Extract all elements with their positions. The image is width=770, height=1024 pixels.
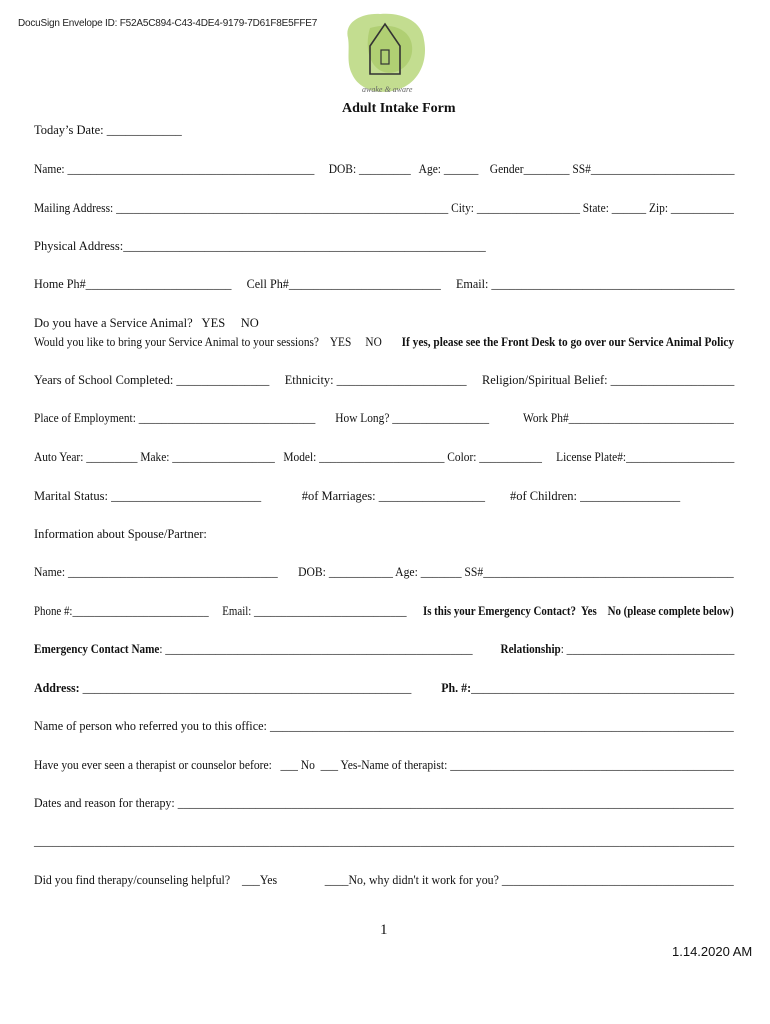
physical-address-field[interactable]: Physical Address:__________________________________________________________	[34, 239, 486, 253]
spouse-emergency-question[interactable]: Is this your Emergency Contact? Yes No (please complete below)	[422, 604, 734, 618]
auto-row[interactable]: Auto Year: _________ Make: __________________ Model: ______________________ Color: ___________ License Plate#:___________________	[34, 450, 735, 464]
revision-date: 1.14.2020 AM	[672, 944, 753, 959]
docusign-envelope-id: DocuSign Envelope ID: F52A5C894-C43-4DE4-9179-7D61F8E5FFE7	[18, 18, 318, 29]
emergency-contact-name-field[interactable]: : _______________________________________________________	[159, 642, 501, 656]
emergency-contact-name-label: Emergency Contact Name	[34, 642, 160, 656]
previous-therapist-row[interactable]: Have you ever seen a therapist or counselor before: ___ No ___ Yes-Name of therapist: _________________________________________________	[34, 758, 734, 772]
referral-field[interactable]: Name of person who referred you to this office: ____________________________________________________________________________	[34, 719, 734, 733]
mailing-address-row[interactable]: Mailing Address: __________________________________________________________ City: __________________ State: ______ Zip: ___________	[34, 201, 734, 215]
practice-logo	[340, 8, 430, 103]
employment-row[interactable]: Place of Employment: _______________________________ How Long? _________________ Work Ph#_____________________________	[34, 411, 734, 425]
service-animal-policy-note: If yes, please see the Front Desk to go over our Service Animal Policy	[401, 335, 735, 349]
service-animal-sessions-question[interactable]: Would you like to bring your Service Animal to your sessions? YES NO	[34, 335, 402, 349]
emergency-address-row	[34, 681, 734, 696]
todays-date-field[interactable]: Today’s Date: ____________	[34, 123, 182, 137]
spouse-phone-email-fields[interactable]: Phone #:_________________________ Email: ____________________________	[34, 604, 423, 618]
house-logo-icon	[340, 8, 430, 103]
emergency-contact-row	[34, 642, 734, 657]
relationship-field[interactable]: : ______________________________	[560, 642, 735, 656]
page-number: 1	[380, 922, 388, 938]
relationship-label: Relationship	[500, 642, 561, 656]
form-title: Adult Intake Form	[342, 101, 456, 116]
therapy-dates-reason-field[interactable]: Dates and reason for therapy: _____________________________________________________________________________________________	[34, 796, 734, 810]
emergency-address-field[interactable]: _______________________________________________________	[79, 681, 442, 695]
phone-email-row[interactable]: Home Ph#________________________ Cell Ph#_________________________ Email: ________________________________________	[34, 277, 735, 291]
spouse-phone-email-row	[34, 604, 734, 619]
spouse-section-label: Information about Spouse/Partner:	[34, 527, 207, 541]
emergency-address-label: Address:	[34, 681, 80, 695]
logo-text: awake & aware	[362, 85, 413, 94]
service-animal-question[interactable]: Do you have a Service Animal? YES NO	[34, 316, 259, 330]
therapy-helpful-row[interactable]: Did you find therapy/counseling helpful? ___Yes ____No, why didn't it work for you? _______________________________________	[34, 873, 734, 887]
emergency-phone-label: Ph. #:	[441, 681, 472, 695]
spouse-name-row[interactable]: Name: ____________________________________ DOB: ___________ Age: _______ SS#___________________________________________	[34, 565, 734, 579]
school-ethnicity-religion-row[interactable]: Years of School Completed: _______________ Ethnicity: _____________________ Religion/Spiritual Belief: ____________________	[34, 373, 735, 387]
emergency-phone-field[interactable]: ____________________________________________	[471, 681, 735, 695]
therapy-dates-reason-continuation[interactable]: ____________________________________________________________________________________________________________________	[34, 834, 734, 848]
name-dob-age-gender-ssn-row[interactable]: Name: ___________________________________________ DOB: _________ Age: ______ Gender________ SS#_________________________	[34, 162, 735, 176]
marital-row[interactable]: Marital Status: ________________________ #of Marriages: _________________ #of Children: ________________	[34, 489, 681, 503]
service-animal-sessions-row	[34, 335, 734, 350]
